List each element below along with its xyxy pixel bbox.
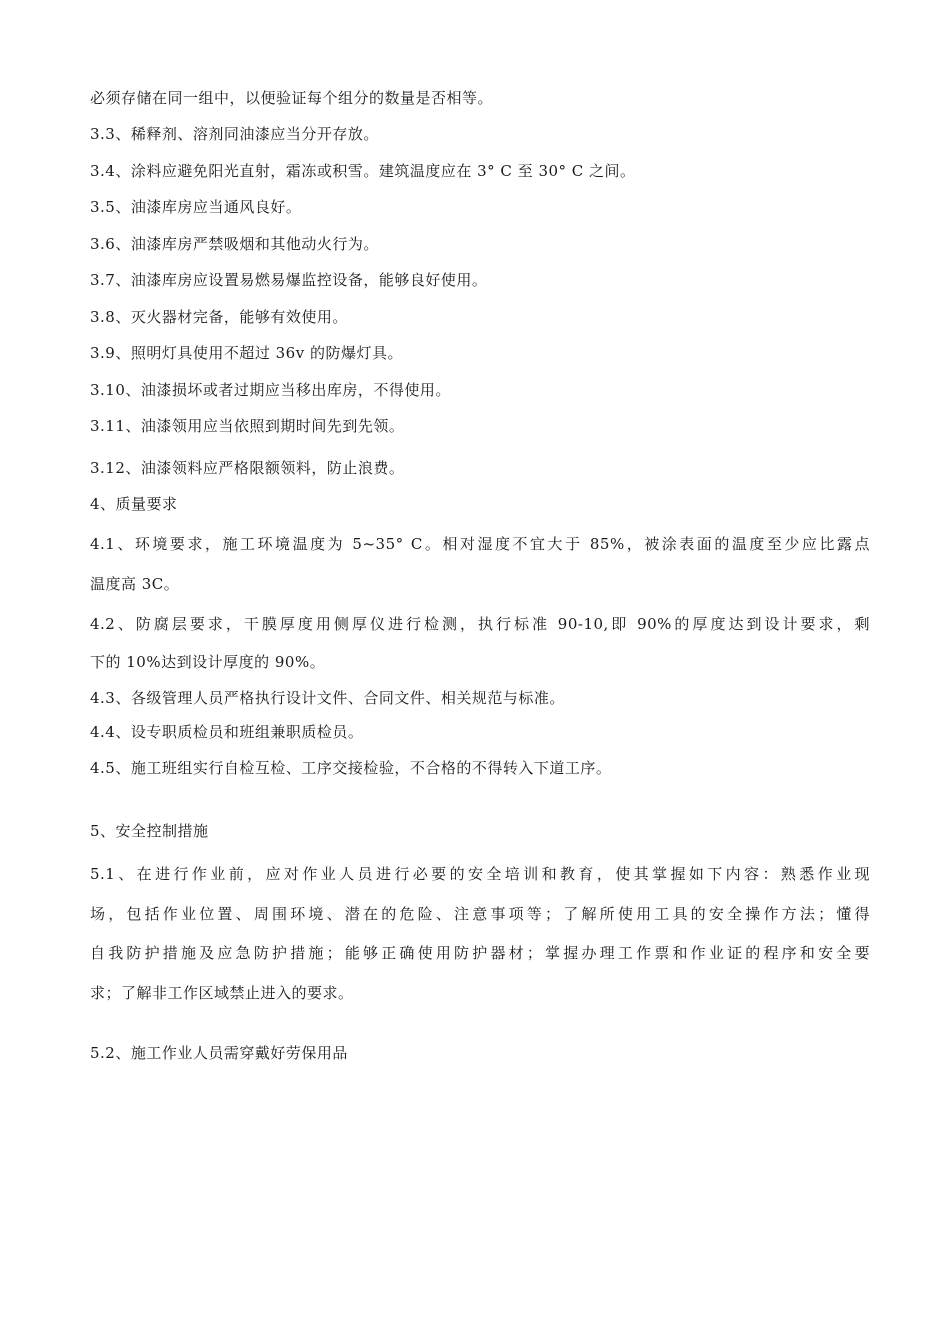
text-line: 3.8、灭火器材完备，能够有效使用。 xyxy=(90,308,348,326)
text-line: 温度高 3C。 xyxy=(90,575,180,593)
text-line: 5.1、在进行作业前，应对作业人员进行必要的安全培训和教育，使其掌握如下内容：熟悉作业现 xyxy=(90,865,870,883)
text-line: 3.3、稀释剂、溶剂同油漆应当分开存放。 xyxy=(90,125,379,143)
text-line: 3.10、油漆损坏或者过期应当移出库房，不得使用。 xyxy=(90,381,451,399)
section-heading: 4、质量要求 xyxy=(90,495,178,513)
text-line: 4.2、防腐层要求，干膜厚度用侧厚仪进行检测，执行标准 90-10,即 90%的厚度达到设计要求，剩 xyxy=(90,615,870,633)
text-line: 自我防护措施及应急防护措施；能够正确使用防护器材；掌握办理工作票和作业证的程序和安全要 xyxy=(90,944,870,962)
text-line: 3.6、油漆库房严禁吸烟和其他动火行为。 xyxy=(90,235,379,253)
text-line: 求；了解非工作区域禁止进入的要求。 xyxy=(90,984,354,1002)
text-line: 3.5、油漆库房应当通风良好。 xyxy=(90,198,302,216)
text-line: 4.5、施工班组实行自检互检、工序交接检验，不合格的不得转入下道工序。 xyxy=(90,759,612,777)
text-line: 下的 10%达到设计厚度的 90%。 xyxy=(90,653,326,671)
text-line: 4.3、各级管理人员严格执行设计文件、合同文件、相关规范与标准。 xyxy=(90,689,565,707)
section-heading: 5、安全控制措施 xyxy=(90,822,209,840)
text-line: 5.2、施工作业人员需穿戴好劳保用品 xyxy=(90,1044,348,1062)
text-line: 3.7、油漆库房应设置易燃易爆监控设备，能够良好使用。 xyxy=(90,271,488,289)
text-line: 3.9、照明灯具使用不超过 36v 的防爆灯具。 xyxy=(90,344,403,362)
text-line: 4.1、环境要求，施工环境温度为 5~35° C。相对湿度不宜大于 85%，被涂表面的温度至少应比露点 xyxy=(90,535,870,553)
text-line: 必须存储在同一组中，以便验证每个组分的数量是否相等。 xyxy=(90,89,494,107)
text-line: 4.4、设专职质检员和班组兼职质检员。 xyxy=(90,723,364,741)
text-line: 3.12、油漆领料应严格限额领料，防止浪费。 xyxy=(90,459,405,477)
text-line: 3.4、涂料应避免阳光直射，霜冻或积雪。建筑温度应在 3° C 至 30° C 之间。 xyxy=(90,162,636,180)
text-line: 3.11、油漆领用应当依照到期时间先到先领。 xyxy=(90,417,405,435)
text-line: 场，包括作业位置、周围环境、潜在的危险、注意事项等；了解所使用工具的安全操作方法；懂得 xyxy=(90,905,870,923)
